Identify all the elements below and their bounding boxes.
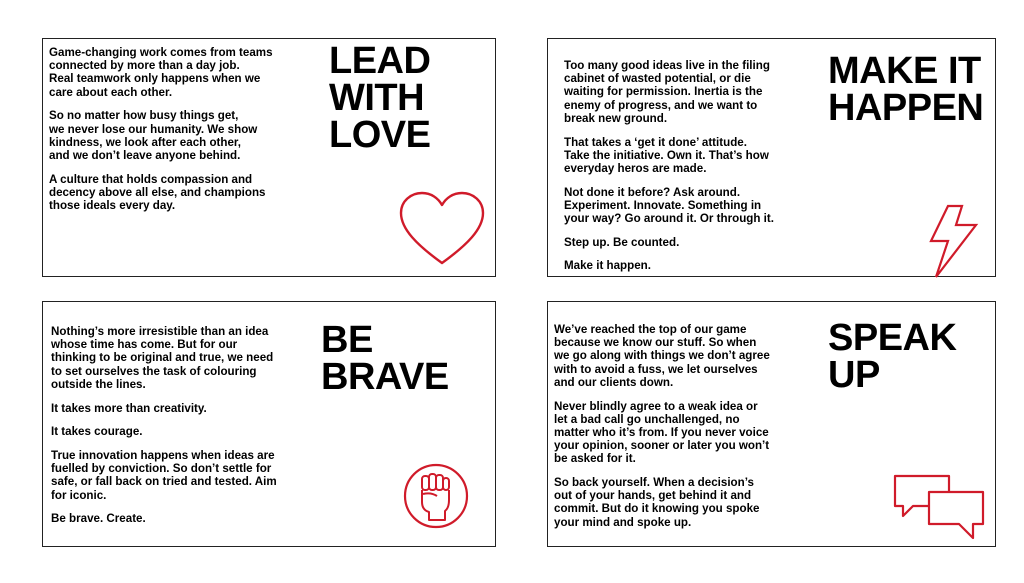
paragraph: That takes a ‘get it done’ attitude. Take the initiative. Own it. That’s how everyday heros are made.	[564, 135, 769, 175]
card-body	[554, 323, 814, 539]
paragraph: Nothing’s more irresistible than an idea whose time has come. But for our thinking to be original and true, we need to set ourselves the task of colouring outside the lines.	[51, 325, 274, 391]
paragraph: So no matter how busy things get, we never lose our humanity. We show kindness, we look after each other, and we don’t leave anyone behind.	[49, 109, 258, 162]
card-lead-with-love	[42, 38, 496, 277]
card-body	[51, 325, 321, 536]
paragraph: Step up. Be counted.	[564, 235, 680, 249]
paragraph: A culture that holds compassion and decency above all else, and champions those ideals every day.	[49, 172, 266, 213]
heart-icon	[397, 189, 487, 269]
card-title: MAKE IT HAPPEN	[828, 50, 984, 129]
paragraph: Make it happen.	[564, 259, 651, 273]
paragraph: Be brave. Create.	[51, 512, 146, 526]
card-speak-up	[547, 301, 996, 547]
card-be-brave	[42, 301, 496, 547]
card-body	[564, 59, 814, 283]
lightning-bolt-icon	[928, 203, 980, 279]
paragraph: So back yourself. When a decision’s out of your hands, get behind it and commit. But do it knowing you spoke your mind and spoke up.	[554, 476, 760, 529]
raised-fist-icon	[401, 454, 471, 538]
card-title: LEAD WITH LOVE	[329, 40, 431, 156]
paragraph: It takes courage.	[51, 425, 143, 439]
paragraph: We’ve reached the top of our game because we know our stuff. So when we go along with things we don’t agree with to avoid a fuss, we let ourselves and our clients down.	[554, 323, 770, 389]
card-body	[49, 46, 319, 223]
paragraph: It takes more than creativity.	[51, 401, 207, 415]
speech-bubbles-icon	[891, 472, 987, 546]
paragraph: Never blindly agree to a weak idea or let a bad call go unchallenged, no matter who it’s from. If you never voice your opinion, sooner or later you won’t be asked for it.	[554, 399, 770, 466]
paragraph: Game-changing work comes from teams connected by more than a day job. Real teamwork only happens when we care about each other.	[49, 46, 273, 99]
card-make-it-happen	[547, 38, 996, 277]
card-title: SPEAK UP	[828, 317, 957, 396]
paragraph: Too many good ideas live in the filing cabinet of wasted potential, or die waiting for permission. Inertia is the enemy of progress, and we want to break new ground.	[564, 59, 770, 125]
card-title: BE BRAVE	[321, 319, 449, 398]
paragraph: True innovation happens when ideas are fuelled by conviction. So don’t settle for safe, or fall back on tried and tested. Aim for iconic.	[51, 448, 277, 502]
paragraph: Not done it before? Ask around. Experiment. Innovate. Something in your way? Go around it. Or through it.	[564, 185, 774, 226]
